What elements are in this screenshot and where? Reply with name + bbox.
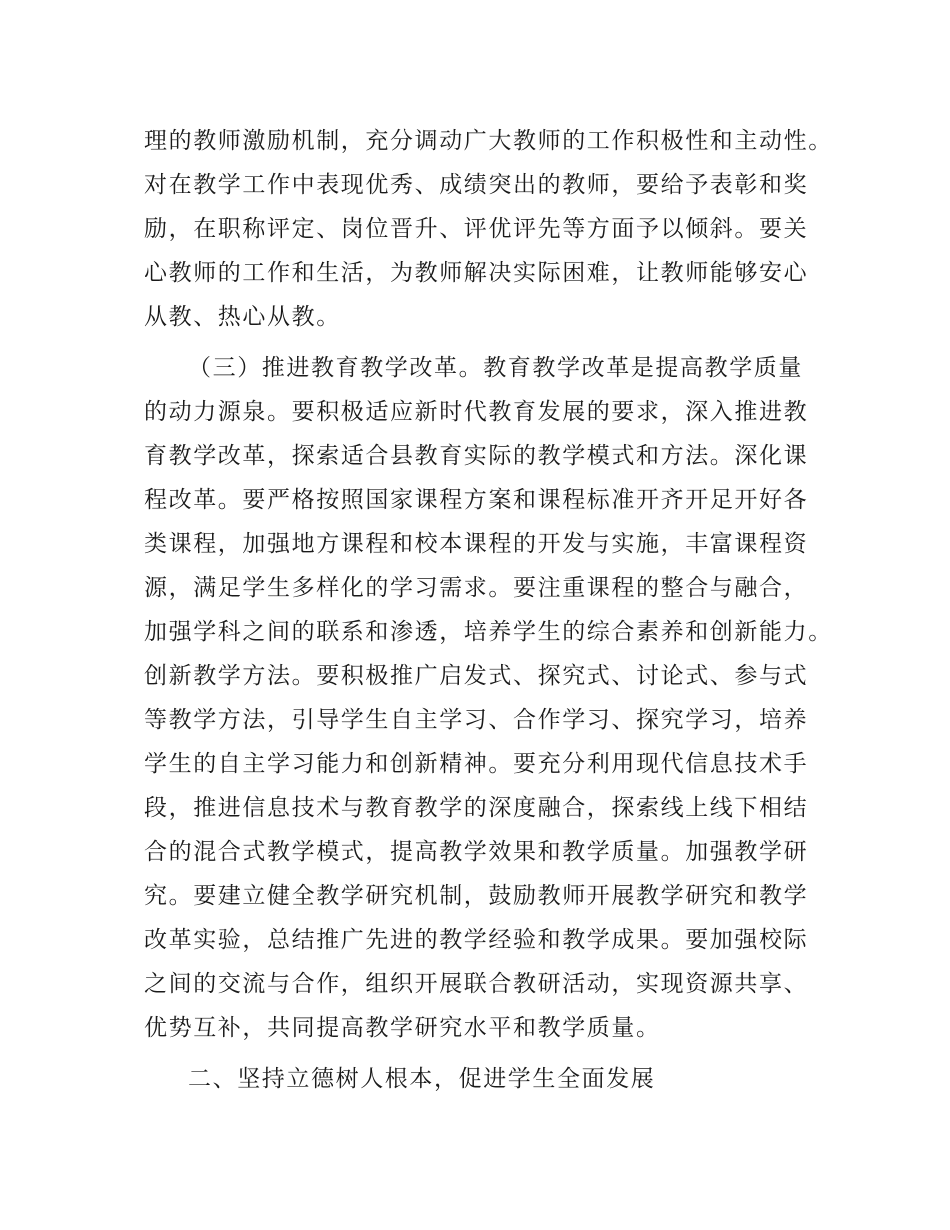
paragraph-line: 的动力源泉。要积极适应新时代教育发展的要求，深入推进教 [144, 399, 809, 425]
paragraph-line: 等教学方法，引导学生自主学习、合作学习、探究学习，培养 [144, 707, 809, 733]
paragraph-line: 励，在职称评定、岗位晋升、评优评先等方面予以倾斜。要关 [144, 216, 809, 242]
paragraph-line: 源，满足学生多样化的学习需求。要注重课程的整合与融合， [144, 575, 809, 601]
paragraph-line: 心教师的工作和生活，为教师解决实际困难，让教师能够安心 [144, 260, 809, 286]
paragraph-line: 程改革。要严格按照国家课程方案和课程标准开齐开足开好各 [144, 487, 809, 513]
paragraph-line: 育教学改革，探索适合县教育实际的教学模式和方法。深化课 [144, 443, 809, 469]
paragraph-line: 段，推进信息技术与教育教学的深度融合，探索线上线下相结 [144, 795, 809, 821]
paragraph-line: 合的混合式教学模式，提高教学效果和教学质量。加强教学研 [144, 839, 809, 865]
paragraph-line: 加强学科之间的联系和渗透，培养学生的综合素养和创新能力。 [144, 619, 833, 645]
paragraph-line: 究。要建立健全教学研究机制，鼓励教师开展教学研究和教学 [144, 883, 809, 909]
paragraph-line: 从教、热心从教。 [144, 304, 341, 330]
paragraph-line: 类课程，加强地方课程和校本课程的开发与实施，丰富课程资 [144, 531, 809, 557]
paragraph-line: 学生的自主学习能力和创新精神。要充分利用现代信息技术手 [144, 751, 809, 777]
paragraph-line: 改革实验，总结推广先进的教学经验和教学成果。要加强校际 [144, 927, 809, 953]
paragraph-line: 优势互补，共同提高教学研究水平和教学质量。 [144, 1015, 661, 1041]
paragraph-line: （三）推进教育教学改革。教育教学改革是提高教学质量 [188, 355, 803, 381]
paragraph-line: 创新教学方法。要积极推广启发式、探究式、讨论式、参与式 [144, 663, 809, 689]
paragraph-line: 之间的交流与合作，组织开展联合教研活动，实现资源共享、 [144, 971, 809, 997]
section-heading: 二、坚持立德树人根本，促进学生全面发展 [188, 1066, 656, 1092]
paragraph-line: 理的教师激励机制，充分调动广大教师的工作积极性和主动性。 [144, 128, 833, 154]
paragraph-line: 对在教学工作中表现优秀、成绩突出的教师，要给予表彰和奖 [144, 172, 809, 198]
